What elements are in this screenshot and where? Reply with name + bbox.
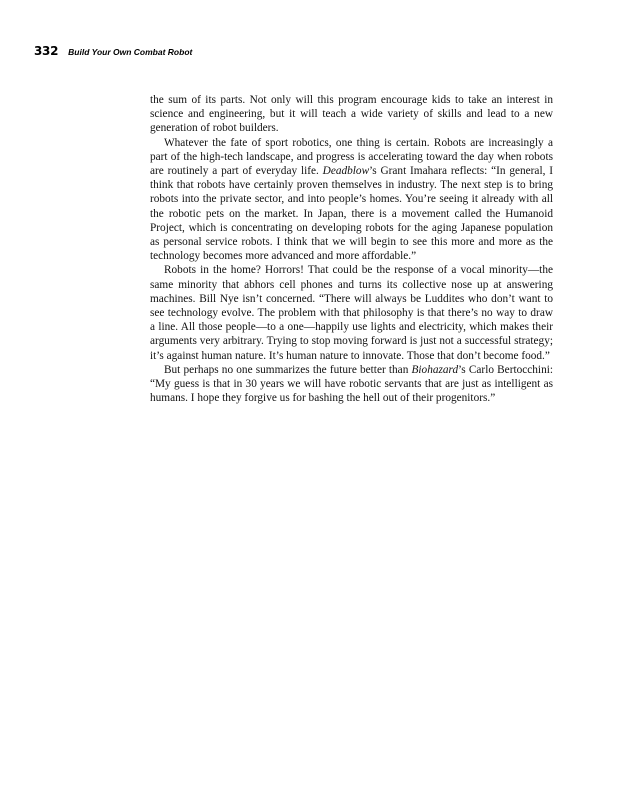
paragraph-3 [150, 263, 553, 362]
paragraph-4-text-before: But perhaps no one summarizes the future better than [164, 363, 412, 376]
paragraph-2 [150, 136, 553, 264]
running-head [34, 44, 192, 58]
paragraph-1-text: the sum of its parts. Not only will this program encourage kids to take an interest in science and engineering, but it will teach a wide variety of skills and lead to a new generation of robot builders. [150, 94, 553, 135]
paragraph-3-text: Robots in the home? Horrors! That could be the response of a vocal minority—the same minority that abhors cell phones and turns its collective nose up at answering machines. Bill Nye isn’t concerned. “There will always be Luddites who don’t want to see technology evolve. The problem with that philosophy is that there’s no way to draw a line. All those people—to a one—happily use lights and electricity, which makes their arguments very arbitrary. Trying to stop moving forward is just not a successful strategy; it’s against human nature. It’s human nature to innovate. Those that don’t become food.” [150, 264, 553, 362]
body-text [150, 93, 553, 405]
paragraph-2-text-before: Whatever the fate of sport robotics, one thing is certain. Robots are increasingly a part of the high-tech landscape, and progress is accelerating toward the day when robots are routinely a part of everyday life. [150, 136, 553, 178]
paragraph-1 [150, 93, 553, 136]
robot-name-biohazard: Biohazard [411, 363, 459, 376]
book-title: Build Your Own Combat Robot [68, 47, 193, 57]
page-number: 332 [34, 44, 59, 58]
robot-name-deadblow: Deadblow [322, 165, 370, 178]
paragraph-2-text-after: ’s Grant Imahara reflects: “In general, I think that robots have certainly proven themselves in industry. The next step is to bring robots into the private sector, and into people’s homes. You’re seeing it already with all the robotic pets on the market. In Japan, there is a movement called the Humanoid Project, which is concentrating on developing robots for the aging Japanese population as personal service robots. I think that we will begin to see this more and more as the technology becomes more advanced and more affordable.” [150, 165, 554, 263]
paragraph-4-text-after: ’s Carlo Bertocchini: “My guess is that in 30 years we will have robotic servants that are just as intelligent as humans. I hope they forgive us for bashing the hell out of their progenitors.” [150, 363, 553, 405]
paragraph-4 [150, 363, 553, 406]
